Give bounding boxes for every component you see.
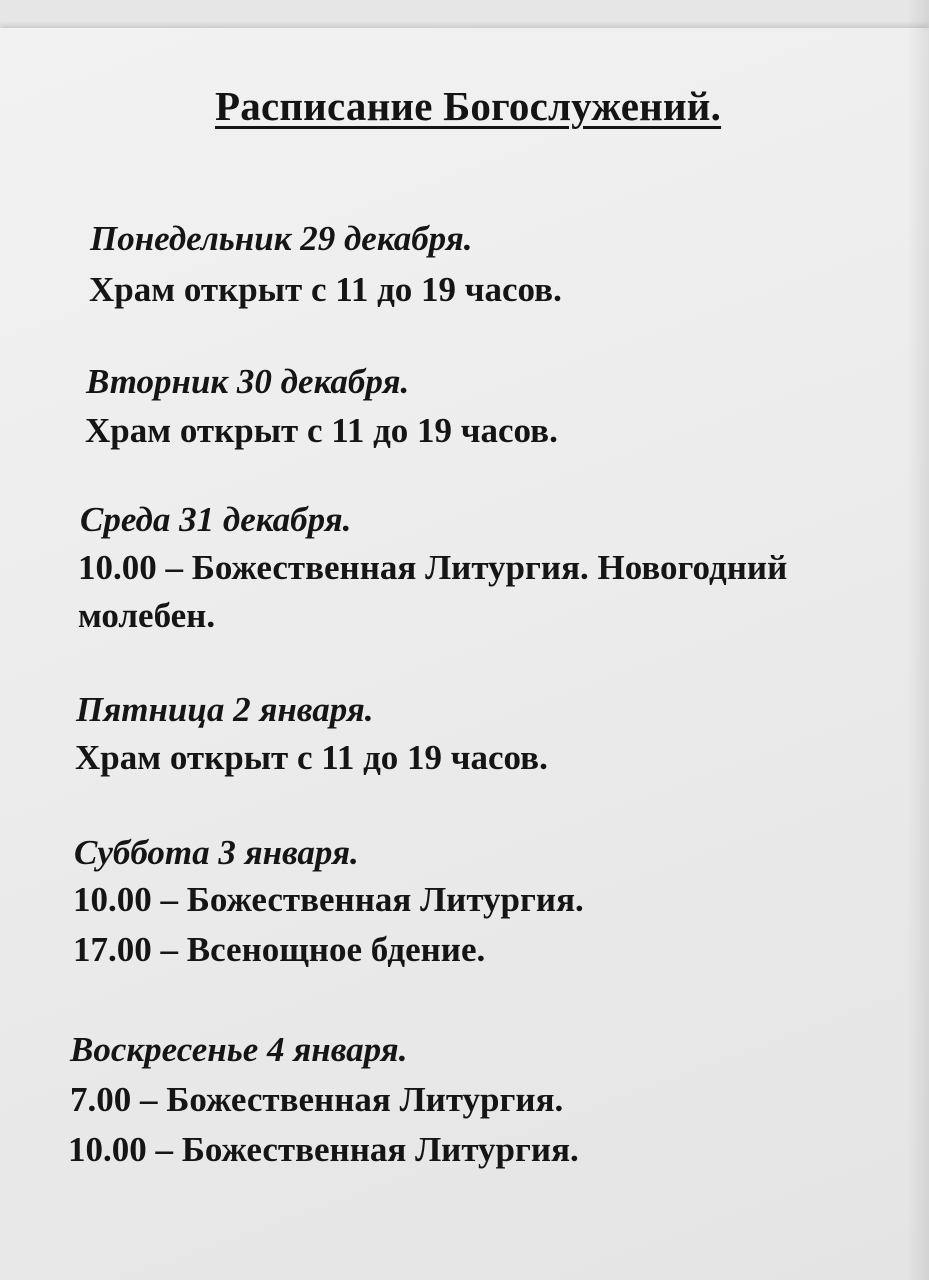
schedule-line: Храм открыт с 11 до 19 часов. xyxy=(85,411,558,450)
day-heading-wednesday: Среда 31 декабря. xyxy=(80,500,352,539)
paper-shadow-edge xyxy=(907,0,929,1280)
schedule-line: 10.00 – Божественная Литургия. xyxy=(68,1130,579,1169)
day-heading-sunday: Воскресенье 4 января. xyxy=(70,1030,408,1069)
schedule-line: 7.00 – Божественная Литургия. xyxy=(70,1080,564,1119)
schedule-line: Храм открыт с 11 до 19 часов. xyxy=(75,738,548,777)
day-heading-friday: Пятница 2 января. xyxy=(76,690,374,729)
schedule-line: 10.00 – Божественная Литургия. xyxy=(73,880,584,919)
schedule-title: Расписание Богослужений. xyxy=(215,83,722,129)
day-heading-monday: Понедельник 29 декабря. xyxy=(90,219,473,258)
schedule-line: Храм открыт с 11 до 19 часов. xyxy=(89,270,562,309)
day-heading-tuesday: Вторник 30 декабря. xyxy=(86,362,410,401)
schedule-line: 10.00 – Божественная Литургия. Новогодний xyxy=(78,548,788,587)
day-heading-saturday: Суббота 3 января. xyxy=(74,833,359,872)
schedule-line: 17.00 – Всенощное бдение. xyxy=(73,930,486,969)
schedule-line: молебен. xyxy=(78,596,216,635)
